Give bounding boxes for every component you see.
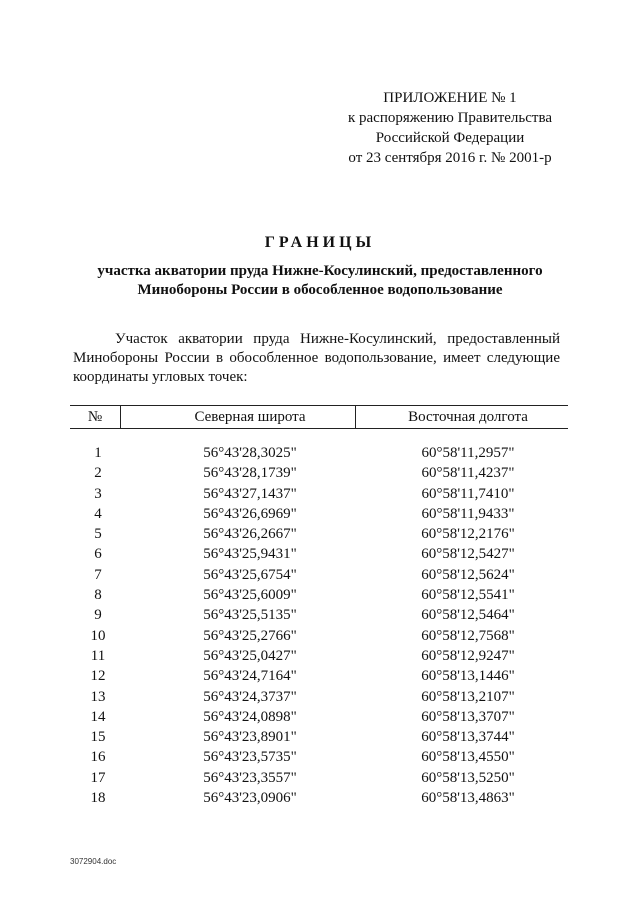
longitude-cell: 60°58'11,9433" [421, 505, 515, 522]
appendix-reference: к распоряжению Правительства [347, 110, 552, 126]
longitude-cell: 60°58'13,5250" [421, 769, 515, 786]
latitude-cell: 56°43'25,2766" [203, 627, 297, 644]
longitude-cell: 60°58'13,2107" [421, 688, 515, 705]
latitude-cell: 56°43'24,0898" [203, 708, 297, 725]
document-title: ГРАНИЦЫ [264, 234, 376, 251]
table-row [70, 504, 568, 524]
point-number: 2 [94, 465, 102, 482]
longitude-cell: 60°58'11,7410" [421, 485, 515, 502]
point-number: 7 [94, 566, 102, 583]
latitude-cell: 56°43'25,6754" [203, 566, 297, 583]
document-subtitle [60, 262, 580, 300]
point-number: 3 [94, 485, 102, 502]
table-row [70, 646, 568, 666]
latitude-cell: 56°43'24,3737" [203, 688, 297, 705]
longitude-cell: 60°58'13,4863" [421, 790, 515, 807]
table-row [70, 524, 568, 544]
longitude-cell: 60°58'12,5464" [421, 607, 515, 624]
appendix-block [340, 88, 560, 168]
latitude-cell: 56°43'23,5735" [203, 749, 297, 766]
longitude-cell: 60°58'13,4550" [421, 749, 515, 766]
longitude-cell: 60°58'12,5541" [421, 587, 515, 604]
latitude-cell: 56°43'23,0906" [203, 790, 297, 807]
longitude-cell: 60°58'13,1446" [421, 668, 515, 685]
point-number: 6 [94, 546, 102, 563]
header-longitude: Восточная долгота [408, 409, 528, 425]
table-row [70, 666, 568, 686]
appendix-number: ПРИЛОЖЕНИЕ № 1 [383, 90, 517, 106]
latitude-cell: 56°43'28,3025" [203, 445, 297, 461]
table-row [70, 788, 568, 808]
header-num: № [87, 409, 103, 425]
point-number: 17 [90, 769, 106, 786]
table-row [70, 747, 568, 767]
table-header-rule [70, 428, 568, 429]
point-number: 10 [90, 627, 106, 644]
point-number: 5 [94, 526, 102, 543]
table-row [70, 605, 568, 625]
latitude-cell: 56°43'23,8901" [203, 729, 297, 746]
point-number: 14 [90, 708, 106, 725]
table-top-rule [70, 405, 568, 406]
latitude-cell: 56°43'23,3557" [203, 769, 297, 786]
table-row [70, 463, 568, 483]
longitude-cell: 60°58'12,5624" [421, 566, 515, 583]
table-row [70, 626, 568, 646]
point-number: 1 [94, 445, 102, 461]
file-name-footer: 3072904.doc [70, 857, 117, 866]
table-row [70, 443, 568, 463]
table-row [70, 585, 568, 605]
point-number: 8 [94, 587, 102, 604]
subtitle-line-1: участка акватории пруда Нижне-Косулинский, предоставленного [97, 263, 543, 279]
point-number: 4 [94, 505, 102, 522]
appendix-date: от 23 сентября 2016 г. № 2001-р [348, 150, 552, 166]
header-divider [355, 405, 356, 429]
point-number: 16 [90, 749, 106, 766]
table-body [70, 443, 568, 808]
latitude-cell: 56°43'24,7164" [203, 668, 297, 685]
point-number: 18 [90, 790, 106, 807]
longitude-cell: 60°58'12,5427" [421, 546, 515, 563]
longitude-cell: 60°58'11,2957" [421, 445, 515, 461]
point-number: 13 [90, 688, 106, 705]
point-number: 12 [90, 668, 106, 685]
table-row [70, 727, 568, 747]
latitude-cell: 56°43'25,0427" [203, 647, 297, 664]
appendix-government: Российской Федерации [375, 130, 525, 146]
latitude-cell: 56°43'25,5135" [203, 607, 297, 624]
table-row [70, 565, 568, 585]
longitude-cell: 60°58'13,3707" [421, 708, 515, 725]
table-header [70, 409, 568, 427]
point-number: 9 [94, 607, 102, 624]
header-divider [120, 405, 121, 429]
latitude-cell: 56°43'25,9431" [203, 546, 297, 563]
longitude-cell: 60°58'11,4237" [421, 465, 515, 482]
table-row [70, 484, 568, 504]
intro-text: Участок акватории пруда Нижне-Косулинский, предоставленный Минобороны России в обособленное водопользование, имеет следующие координаты угловых точек: [73, 331, 560, 385]
longitude-cell: 60°58'12,2176" [421, 526, 515, 543]
table-row [70, 707, 568, 727]
subtitle-line-2: Минобороны России в обособленное водопользование [137, 282, 503, 298]
latitude-cell: 56°43'28,1739" [203, 465, 297, 482]
point-number: 11 [90, 647, 106, 664]
longitude-cell: 60°58'13,3744" [421, 729, 515, 746]
table-row [70, 768, 568, 788]
longitude-cell: 60°58'12,9247" [421, 647, 515, 664]
table-row [70, 687, 568, 707]
latitude-cell: 56°43'26,6969" [203, 505, 297, 522]
longitude-cell: 60°58'12,7568" [421, 627, 515, 644]
intro-paragraph [73, 330, 560, 387]
latitude-cell: 56°43'25,6009" [203, 587, 297, 604]
table-row [70, 544, 568, 564]
latitude-cell: 56°43'26,2667" [203, 526, 297, 543]
point-number: 15 [90, 729, 106, 746]
header-latitude: Северная широта [194, 409, 306, 425]
latitude-cell: 56°43'27,1437" [203, 485, 297, 502]
